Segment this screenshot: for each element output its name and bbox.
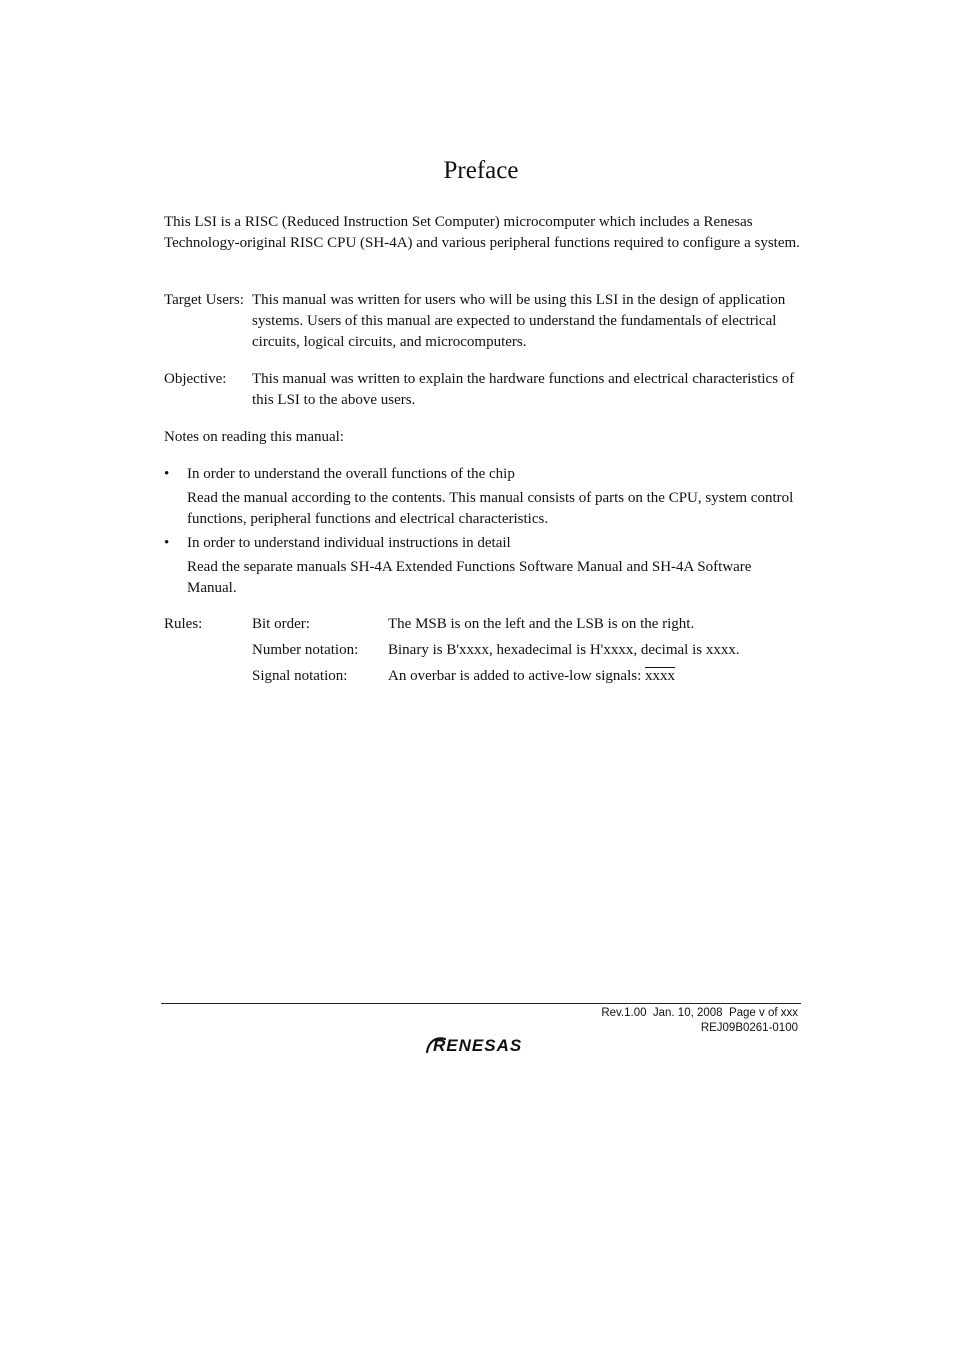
rules-label: Rules: [164,616,203,632]
target-users-label: Target Users: [164,292,244,308]
footer-revision: Rev.1.00 Jan. 10, 2008 Page v of xxx [601,1007,798,1019]
intro-paragraph: This LSI is a RISC (Reduced Instruction Set Computer) microcomputer which includes a Renesas Technology-original RISC CPU (SH-4A) and various peripheral functions required to configure a system. [164,214,800,251]
bullet-detail: Read the separate manuals SH-4A Extended Functions Software Manual and SH-4A Software Manual. [187,559,752,596]
footer-divider [161,1003,801,1004]
notes-heading: Notes on reading this manual: [164,429,344,445]
rule-name: Bit order: [252,616,310,632]
rule-row-number-notation [164,640,804,661]
renesas-logo [423,1034,541,1056]
overbar-signal-example: xxxx [645,668,676,684]
bullet-heading: In order to understand individual instructions in detail [187,535,511,551]
logo-wordmark: RENESAS [433,1036,523,1055]
bullet-detail: Read the manual according to the contents. This manual consists of parts on the CPU, system control functions, peripheral functions and electrical characteristics. [187,490,794,527]
objective-label: Objective: [164,371,227,387]
rule-row-signal-notation [164,666,804,687]
target-users-text: This manual was written for users who will be using this LSI in the design of application systems. Users of this manual are expected to understand the fundamentals of electrical circuits, logical circuits, and microcomputers. [252,292,786,350]
objective-text: This manual was written to explain the hardware functions and electrical characteristics of this LSI to the above users. [252,371,795,408]
rule-name: Number notation: [252,642,359,658]
rules-section [164,614,804,694]
bullet-icon: • [164,535,170,551]
rule-name: Signal notation: [252,668,348,684]
rule-row-bit-order [164,614,804,635]
rule-description: Binary is B'xxxx, hexadecimal is H'xxxx, decimal is xxxx. [388,642,740,658]
page-title: Preface [443,157,519,184]
footer-document-number: REJ09B0261-0100 [700,1022,798,1034]
rule-description [388,666,675,687]
rule-description-text: An overbar is added to active-low signals: [388,668,646,684]
rule-description: The MSB is on the left and the LSB is on the right. [388,616,695,632]
bullet-icon: • [164,466,170,482]
bullet-heading: In order to understand the overall functions of the chip [187,466,515,482]
